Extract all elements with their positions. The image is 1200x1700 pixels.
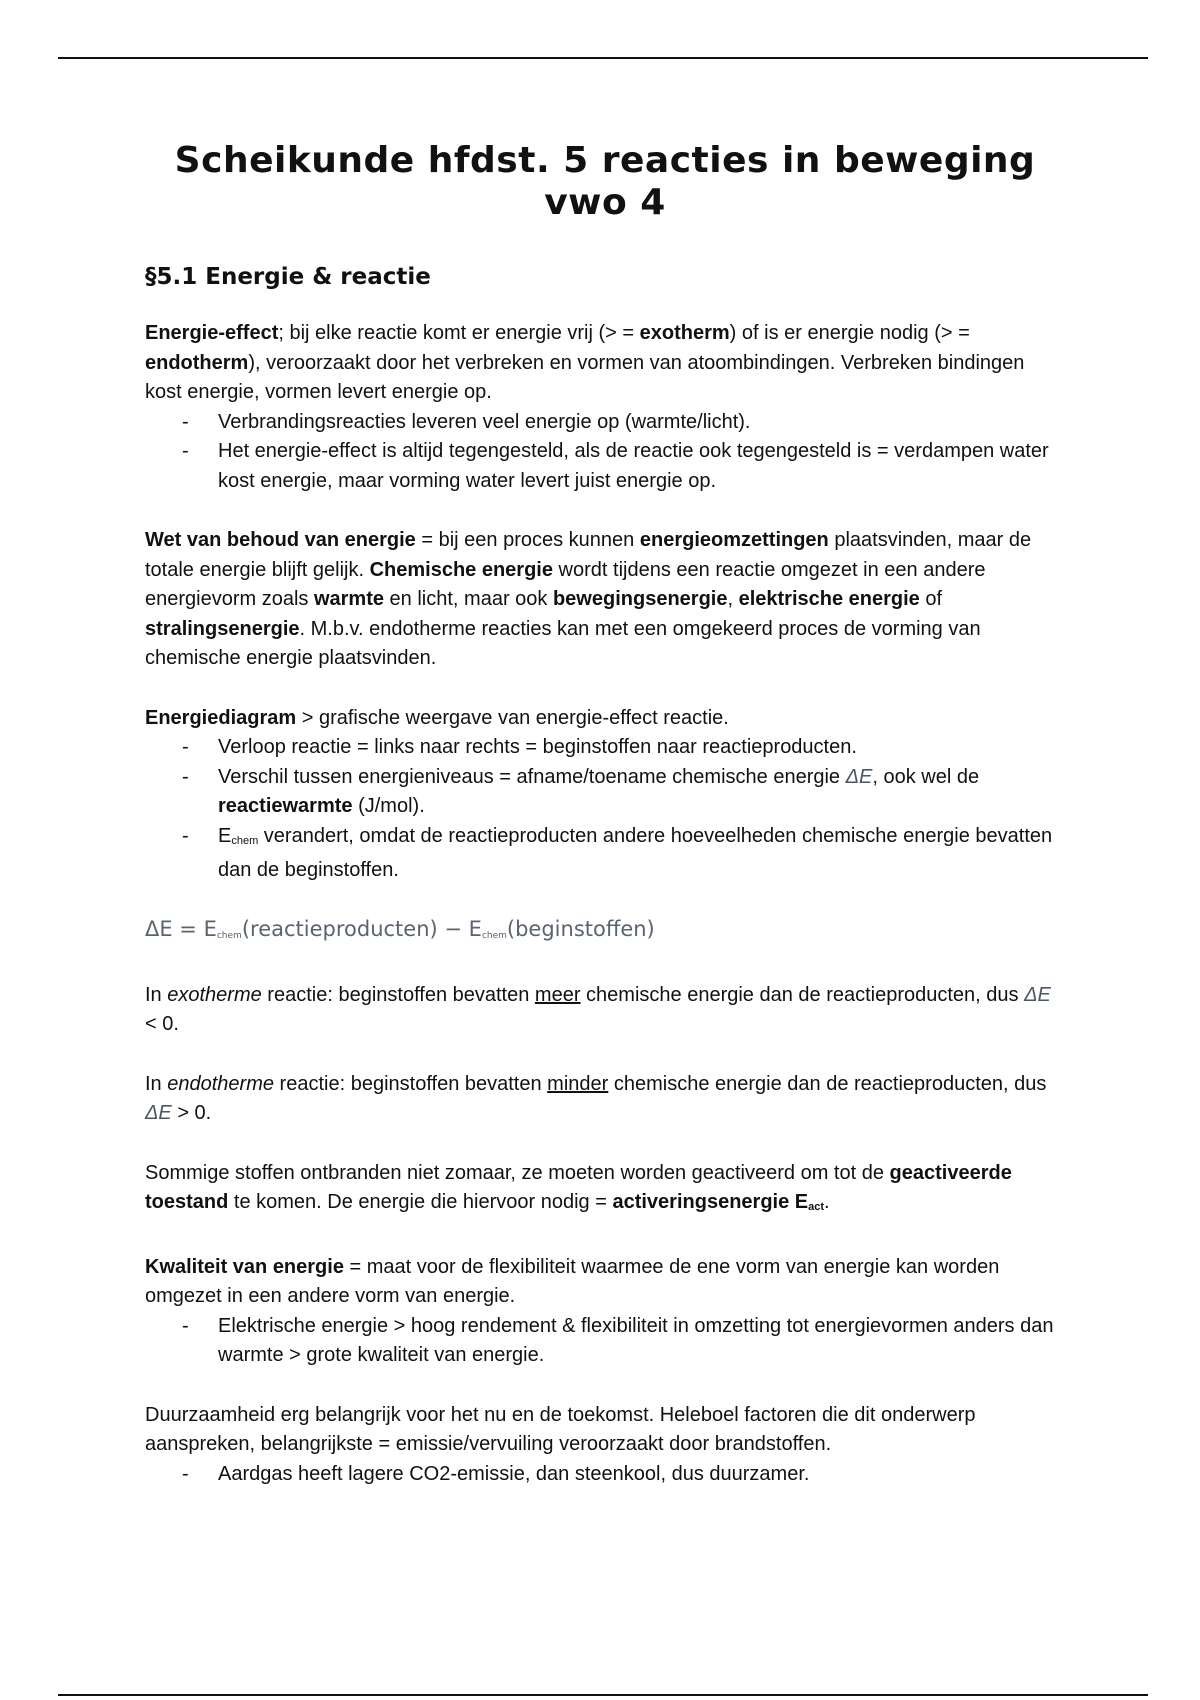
list-item: - Verloop reactie = links naar rechts = beginstoffen naar reactieproducten.	[145, 733, 1065, 763]
bullet-list	[145, 733, 1065, 886]
paragraph-duurzaamheid: Duurzaamheid erg belangrijk voor het nu en de toekomst. Heleboel factoren die dit onderwerp aanspreken, belangrijkste = emissie/vervuiling veroorzaakt door brandstoffen. - Aardgas heeft lagere CO2-emissie, dan steenkool, dus duurzamer.	[145, 1401, 1065, 1490]
list-item: - Elektrische energie > hoog rendement & flexibiliteit in omzetting tot energievormen anders dan warmte > grote kwaliteit van energie.	[145, 1312, 1065, 1371]
bullet-list	[145, 1460, 1065, 1490]
bullet-list	[145, 1312, 1065, 1371]
paragraph-endotherme: In endotherme reactie: beginstoffen bevatten minder chemische energie dan de reactieproducten, dus ΔE > 0.	[145, 1072, 1047, 1124]
list-item: - Verbrandingsreacties leveren veel energie op (warmte/licht).	[145, 408, 1065, 438]
paragraph-activeringsenergie: Sommige stoffen ontbranden niet zomaar, ze moeten worden geactiveerd om tot de geactiveerde toestand te komen. De energie die hiervoor nodig = activeringsenergie $E_{act}$.	[145, 1161, 1012, 1213]
list-item: - Verschil tussen energieniveaus = afname/toename chemische energie ΔE, ook wel de reactiewarmte (J/mol).	[145, 763, 1065, 822]
section-heading: §5.1 Energie & reactie	[145, 264, 431, 290]
paragraph-kwaliteit: Kwaliteit van energie = maat voor de flexibiliteit waarmee de ene vorm van energie kan worden omgezet in een andere vorm van energie. - Elektrische energie > hoog rendement & flexibiliteit in omzetting tot energievormen anders dan warmte > grote kwaliteit van energie.	[145, 1253, 1065, 1371]
paragraph-energiediagram: Energiediagram > grafische weergave van energie-effect reactie. - Verloop reactie = links naar rechts = beginstoffen naar reactieproducten. - Verschil tussen energieniveaus = afname/toename chemische energie ΔE, ook wel de reactiewarmte (J/mol). - $E_{chem}$ verandert, omdat de reactieproducten andere hoeveelheden chemische energie bevatten dan de beginstoffen.	[145, 704, 1065, 886]
header-rule	[58, 57, 1148, 59]
paragraph-exotherme: In exotherme reactie: beginstoffen bevatten meer chemische energie dan de reactieproducten, dus ΔE < 0.	[145, 983, 1051, 1035]
list-item: - Aardgas heeft lagere CO2-emissie, dan steenkool, dus duurzamer.	[145, 1460, 1065, 1490]
paragraph-energie-effect: Energie-effect; bij elke reactie komt er energie vrij (> = exotherm) of is er energie nodig (> = endotherm), veroorzaakt door het verbreken en vormen van atoombindingen. Verbreken bindingen kost energie, vormen levert energie op. - Verbrandingsreacties leveren veel energie op (warmte/licht). - Het energie-effect is altijd tegengesteld, als de reactie ook tegengesteld is = verdampen water kost energie, maar vorming water levert juist energie op.	[145, 319, 1065, 496]
paragraph-wet-van-behoud: Wet van behoud van energie = bij een proces kunnen energieomzettingen plaatsvinden, maar de totale energie blijft gelijk. Chemische energie wordt tijdens een reactie omgezet in een andere energievorm zoals warmte en licht, maar ook bewegingsenergie, elektrische energie of stralingsenergie. M.b.v. endotherme reacties kan met een omgekeerd proces de vorming van chemische energie plaatsvinden.	[145, 529, 1032, 669]
formula-delta-e: $\Delta E = E_{chem}(reactieproducten)$ − $E_{chem}(beginstoffen)$	[145, 916, 655, 941]
list-item: - $E_{chem}$ verandert, omdat de reactieproducten andere hoeveelheden chemische energie bevatten dan de beginstoffen.	[145, 822, 1065, 886]
footer-rule	[58, 1694, 1148, 1696]
document-body	[145, 140, 1065, 1489]
list-item: - Het energie-effect is altijd tegengesteld, als de reactie ook tegengesteld is = verdampen water kost energie, maar vorming water levert juist energie op.	[145, 437, 1065, 496]
document-title: Scheikunde hfdst. 5 reacties in beweging vwo 4	[174, 140, 1036, 223]
bullet-list	[145, 408, 1065, 497]
